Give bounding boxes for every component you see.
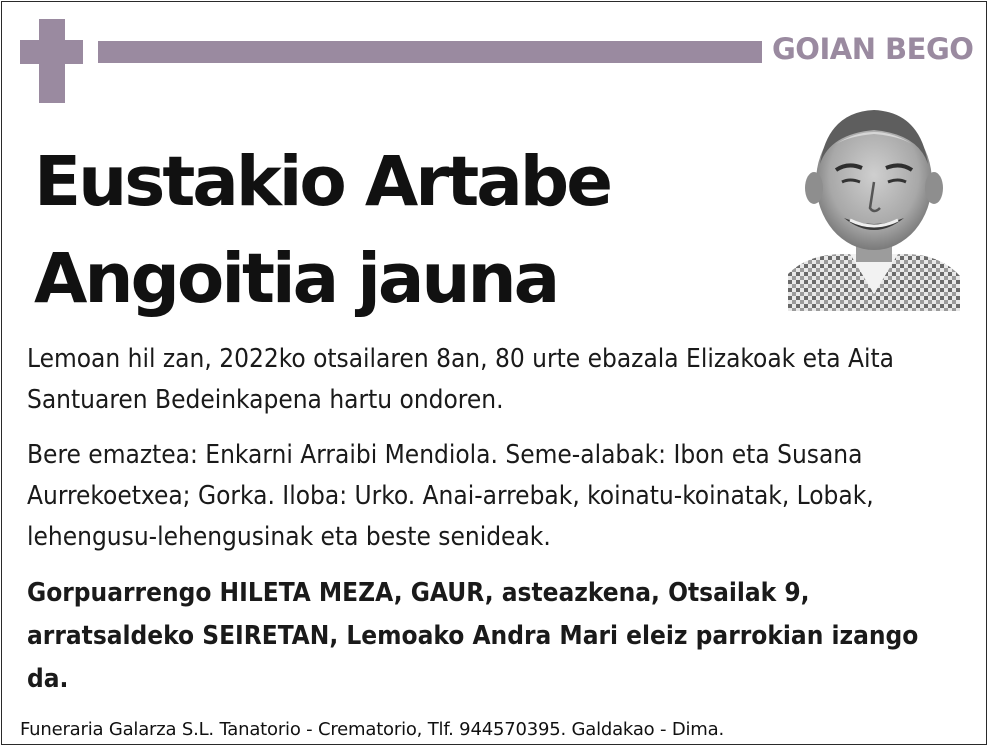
portrait-photo — [788, 104, 960, 311]
obituary-card — [1, 1, 987, 745]
cross-icon-arm — [20, 40, 83, 64]
header-label: GOIAN BEGO — [772, 32, 974, 66]
deceased-name-line2: Angoitia jauna — [34, 239, 558, 319]
funeral-mass-paragraph: Gorpuarrengo HILETA MEZA, GAUR, asteazkena, Otsailak 9, arratsaldeko SEIRETAN, Lemoako Andra Mari eleiz parrokian izango da. — [27, 578, 919, 694]
death-notice-paragraph: Lemoan hil zan, 2022ko otsailaren 8an, 80 urte ebazala Elizakoak eta Aita Santuaren Bedeinkapena hartu ondoren. — [27, 344, 894, 415]
deceased-name-line1: Eustakio Artabe — [34, 142, 610, 222]
header-rule — [98, 41, 762, 63]
obituary-body — [27, 339, 967, 701]
deceased-name — [34, 134, 610, 328]
funeral-home-footer: Funeraria Galarza S.L. Tanatorio - Crematorio, Tlf. 944570395. Galdakao - Dima. — [20, 719, 724, 740]
family-paragraph: Bere emaztea: Enkarni Arraibi Mendiola. Seme-alabak: Ibon eta Susana Aurrekoetxea; Gorka. Iloba: Urko. Anai-arrebak, koinatu-koinatak, Lobak, lehengusu-lehengusinak eta beste senideak. — [27, 440, 874, 552]
